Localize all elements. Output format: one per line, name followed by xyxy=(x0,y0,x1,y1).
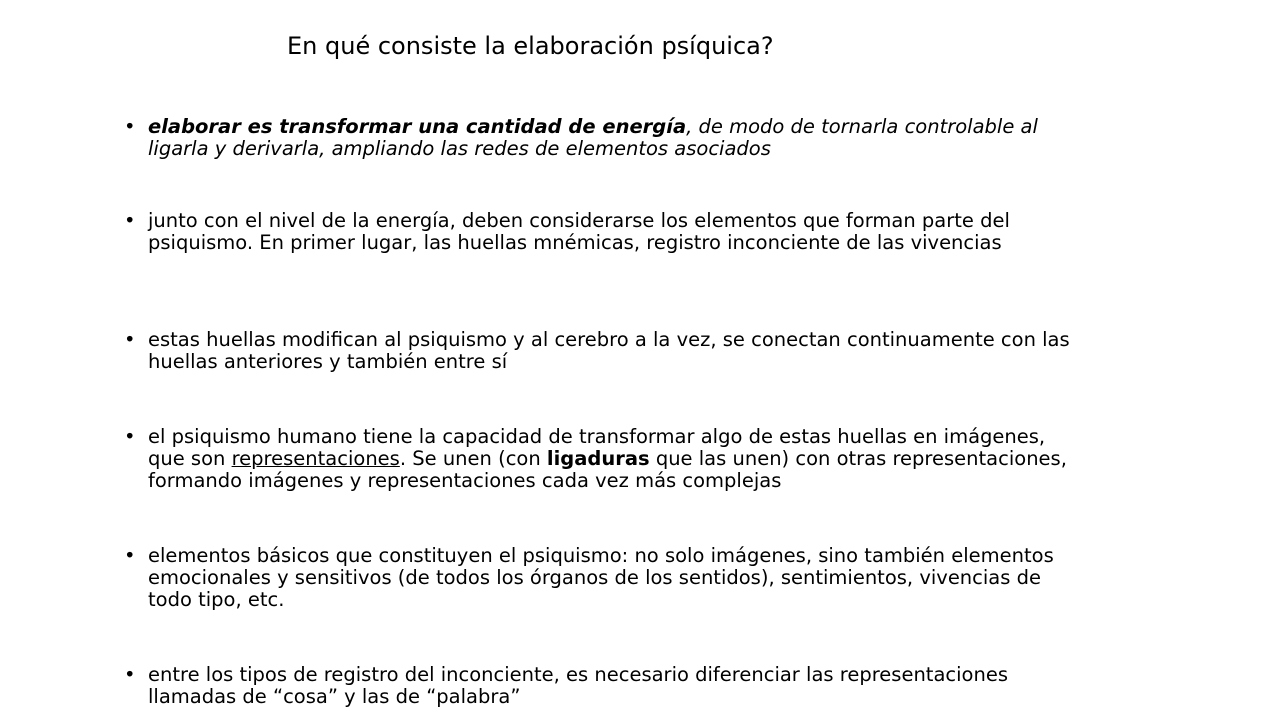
bullet-icon: • xyxy=(124,328,136,351)
underlined-term: representaciones xyxy=(231,447,400,470)
bullet-icon: • xyxy=(124,115,136,138)
bullet-item-4 xyxy=(124,426,1084,492)
bullet-text: junto con el nivel de la energía, deben considerarse los elementos que forman parte del psiquismo. En primer lugar, las huellas mnémicas, registro inconciente de las vivencias xyxy=(148,209,1010,254)
bold-term: ligaduras xyxy=(546,447,650,470)
bullet-icon: • xyxy=(124,209,136,232)
bullet-text-part: que las unen) con otras representaciones, formando imágenes y representaciones cada vez más complejas xyxy=(148,447,1067,492)
bullet-item-6 xyxy=(124,664,1084,708)
bullet-item-3 xyxy=(124,329,1084,373)
bullet-text: elementos básicos que constituyen el psiquismo: no solo imágenes, sino también elementos emocionales y sensitivos (de todos los órganos de los sentidos), sentimientos, vivencias de todo tipo, etc. xyxy=(148,544,1054,611)
slide-title: En qué consiste la elaboración psíquica? xyxy=(287,32,774,60)
bullet-lead-text: elaborar es transformar una cantidad de energía xyxy=(148,115,687,138)
bullet-text xyxy=(148,426,1084,492)
bullet-text-part: el psiquismo humano tiene la capacidad de transformar algo de estas huellas en imágenes, que son xyxy=(148,425,1046,470)
bullet-item-1 xyxy=(124,116,1084,160)
bullet-text: entre los tipos de registro del inconciente, es necesario diferenciar las representaciones llamadas de “cosa” y las de “palabra” xyxy=(148,663,1008,708)
bullet-text xyxy=(148,116,1084,160)
bullet-item-2 xyxy=(124,210,1084,254)
bullet-icon: • xyxy=(124,425,136,448)
bullet-item-5 xyxy=(124,545,1084,611)
bullet-text-part: . Se unen (con xyxy=(399,447,547,470)
bullet-icon: • xyxy=(124,544,136,567)
bullet-icon: • xyxy=(124,663,136,686)
bullet-text: estas huellas modifican al psiquismo y al cerebro a la vez, se conectan continuamente con las huellas anteriores y también entre sí xyxy=(148,328,1070,373)
bullet-rest-text: , de modo de tornarla controlable al ligarla y derivarla, ampliando las redes de elementos asociados xyxy=(148,115,1038,160)
